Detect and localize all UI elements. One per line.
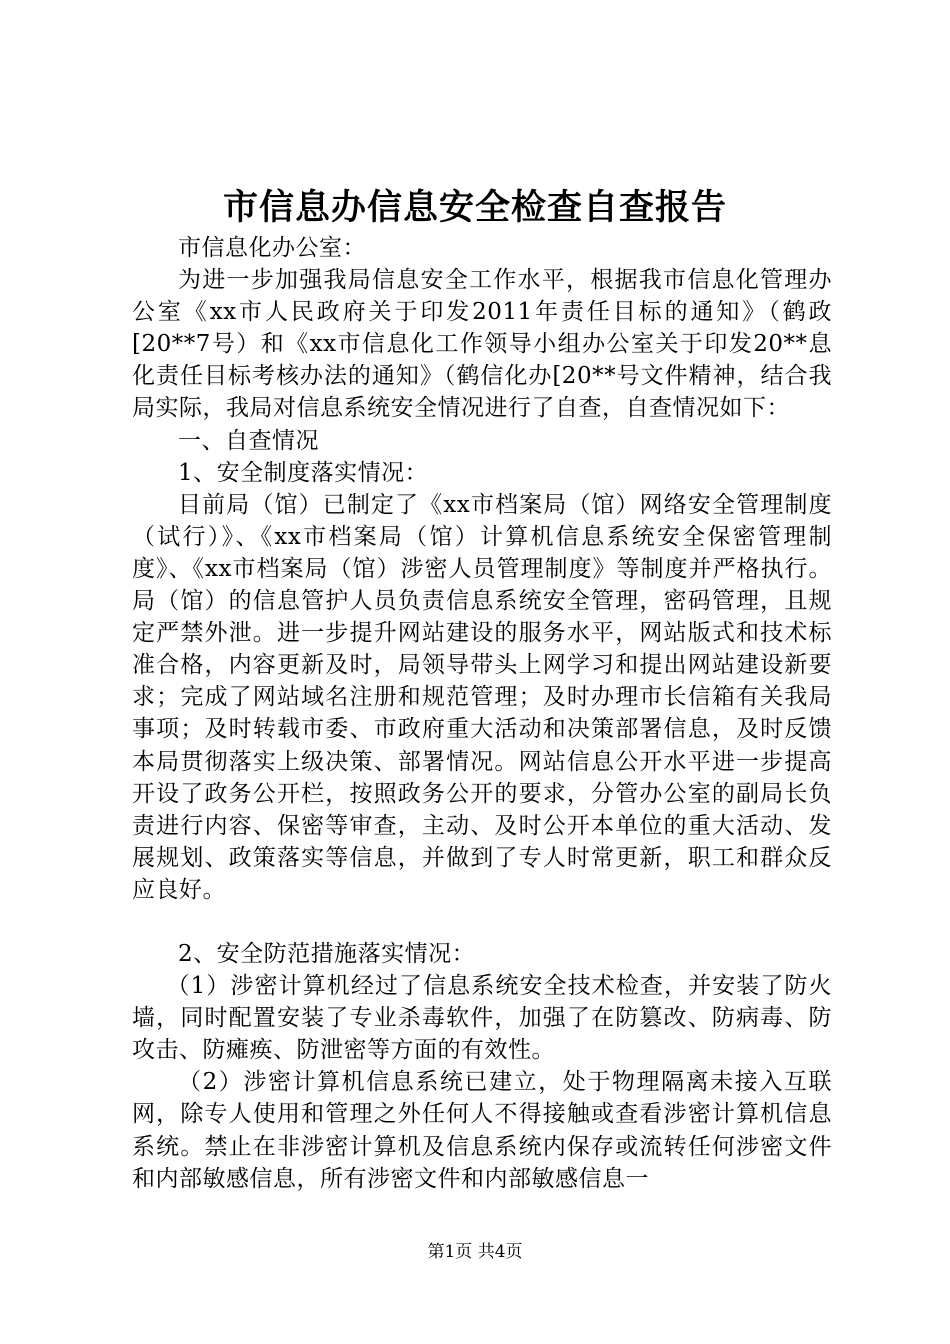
subsection-heading-security-measures: 2、安全防范措施落实情况：: [178, 940, 476, 967]
intro-paragraph: 为进一步加强我局信息安全工作水平，根据我市信息化管理办公室《xx市人民政府关于印发2011年责任目标的通知》（鹤政[20**7号）和《xx市信息化工作领导小组办公室关于印发20**息化责任目标考核办法的通知》（鹤信化办[20**号文件精神，结合我局实际，我局对信息系统安全情况进行了自查，自查情况如下：: [132, 267, 832, 422]
measure-item-2: （2）涉密计算机信息系统已建立，处于物理隔离未接入互联网，除专人使用和管理之外任何人不得接触或查看涉密计算机信息系统。禁止在非涉密计算机及信息系统内保存或流转任何涉密文件和内部敏感信息，所有涉密文件和内部敏感信息一: [132, 1069, 832, 1192]
security-system-paragraph: 目前局（馆）已制定了《xx市档案局（馆）网络安全管理制度（试行）》、《xx市档案局（馆）计算机信息系统安全保密管理制度》、《xx市档案局（馆）涉密人员管理制度》等制度并严格执行。局（馆）的信息管护人员负责信息系统安全管理，密码管理，且规定严禁外泄。进一步提升网站建设的服务水平，网站版式和技术标准合格，内容更新及时，局领导带头上网学习和提出网站建设新要求；完成了网站域名注册和规范管理；及时办理市长信箱有关我局事项；及时转载市委、市政府重大活动和决策部署信息，及时反馈本局贯彻落实上级决策、部署情况。网站信息公开水平进一步提高开设了政务公开栏，按照政务公开的要求，分管办公室的副局长负责进行内容、保密等审查，主动、及时公开本单位的重大活动、发展规划、政策落实等信息，并做到了专人时常更新，职工和群众反应良好。: [132, 491, 832, 903]
measure-item-1: （1）涉密计算机经过了信息系统安全技术检查，并安装了防火墙，同时配置安装了专业杀毒软件，加强了在防篡改、防病毒、防攻击、防瘫痪、防泄密等方面的有效性。: [132, 973, 832, 1064]
salutation-paragraph: 市信息化办公室：: [178, 235, 366, 261]
document-body: [132, 232, 832, 1195]
page-footer: 第1页 共4页: [427, 1242, 523, 1262]
document-title: 市信息办信息安全检查自查报告: [222, 187, 727, 228]
subsection-heading-security-system: 1、安全制度落实情况：: [178, 459, 429, 486]
section-heading-self-check: 一、自查情况: [178, 427, 319, 454]
